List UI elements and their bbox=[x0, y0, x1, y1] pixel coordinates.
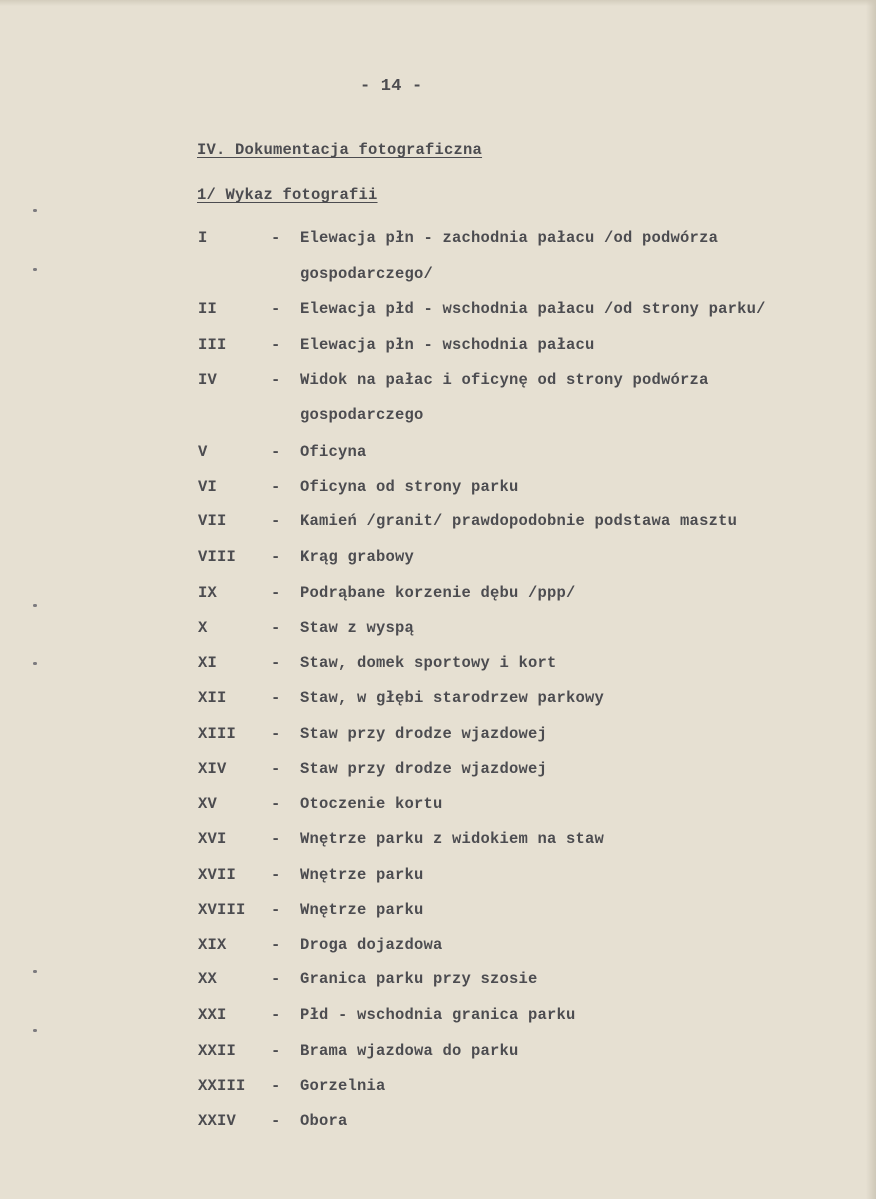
photo-description: Płd - wschodnia granica parku bbox=[300, 1006, 576, 1024]
photo-list-item bbox=[0, 443, 876, 467]
photo-list-item bbox=[0, 619, 876, 643]
photo-number: III bbox=[198, 336, 227, 354]
photo-number: XIV bbox=[198, 760, 227, 778]
entry-separator: - bbox=[271, 901, 281, 919]
photo-number: VII bbox=[198, 512, 227, 530]
photo-description: Wnętrze parku z widokiem na staw bbox=[300, 830, 605, 848]
photo-list-item bbox=[0, 478, 876, 502]
photo-list-item bbox=[0, 336, 876, 360]
entry-separator: - bbox=[271, 1077, 281, 1095]
photo-description: Krąg grabowy bbox=[300, 548, 415, 566]
photo-description: Elewacja płd - wschodnia pałacu /od strony parku/ bbox=[300, 300, 766, 318]
photo-description: Wnętrze parku bbox=[300, 901, 424, 919]
entry-separator: - bbox=[271, 229, 281, 247]
photo-list-item bbox=[0, 1077, 876, 1101]
photo-description-continuation: gospodarczego/ bbox=[300, 265, 434, 283]
entry-separator: - bbox=[271, 512, 281, 530]
subsection-title: 1/ Wykaz fotografii bbox=[197, 186, 378, 204]
photo-description: Elewacja płn - zachodnia pałacu /od podwórza bbox=[300, 229, 719, 247]
margin-punch-mark bbox=[33, 209, 37, 212]
photo-list-item bbox=[0, 512, 876, 536]
photo-number: XI bbox=[198, 654, 218, 672]
entry-separator: - bbox=[271, 1112, 281, 1130]
photo-number: XVII bbox=[198, 866, 237, 884]
photo-description: Staw przy drodze wjazdowej bbox=[300, 760, 548, 778]
photo-number: XXIII bbox=[198, 1077, 246, 1095]
photo-description-continuation: gospodarczego bbox=[300, 406, 424, 424]
entry-separator: - bbox=[271, 830, 281, 848]
photo-list-item bbox=[0, 229, 876, 283]
photo-description: Oficyna od strony parku bbox=[300, 478, 519, 496]
photo-number: X bbox=[198, 619, 208, 637]
photo-list-item bbox=[0, 830, 876, 854]
entry-separator: - bbox=[271, 478, 281, 496]
entry-separator: - bbox=[271, 1042, 281, 1060]
photo-list-item bbox=[0, 970, 876, 994]
photo-description: Kamień /granit/ prawdopodobnie podstawa masztu bbox=[300, 512, 738, 530]
photo-description: Gorzelnia bbox=[300, 1077, 386, 1095]
photo-list-item bbox=[0, 936, 876, 960]
entry-separator: - bbox=[271, 654, 281, 672]
section-title: IV. Dokumentacja fotograficzna bbox=[197, 141, 483, 159]
photo-number: IV bbox=[198, 371, 218, 389]
entry-separator: - bbox=[271, 619, 281, 637]
photo-list-item bbox=[0, 300, 876, 324]
entry-separator: - bbox=[271, 1006, 281, 1024]
entry-separator: - bbox=[271, 689, 281, 707]
photo-number: V bbox=[198, 443, 208, 461]
entry-separator: - bbox=[271, 443, 281, 461]
photo-number: IX bbox=[198, 584, 218, 602]
page-number: - 14 - bbox=[360, 77, 423, 96]
entry-separator: - bbox=[271, 300, 281, 318]
entry-separator: - bbox=[271, 548, 281, 566]
photo-description: Brama wjazdowa do parku bbox=[300, 1042, 519, 1060]
entry-separator: - bbox=[271, 725, 281, 743]
photo-number: VI bbox=[198, 478, 218, 496]
photo-description: Elewacja płn - wschodnia pałacu bbox=[300, 336, 595, 354]
photo-list-item bbox=[0, 901, 876, 925]
photo-number: II bbox=[198, 300, 218, 318]
photo-number: XX bbox=[198, 970, 218, 988]
entry-separator: - bbox=[271, 336, 281, 354]
entry-separator: - bbox=[271, 795, 281, 813]
margin-punch-mark bbox=[33, 268, 37, 271]
photo-list-item bbox=[0, 584, 876, 608]
photo-number: XVIII bbox=[198, 901, 246, 919]
photo-number: XXI bbox=[198, 1006, 227, 1024]
entry-separator: - bbox=[271, 760, 281, 778]
photo-description: Oficyna bbox=[300, 443, 367, 461]
photo-number: XXIV bbox=[198, 1112, 237, 1130]
photo-description: Staw z wyspą bbox=[300, 619, 415, 637]
photo-number: XV bbox=[198, 795, 218, 813]
photo-description: Wnętrze parku bbox=[300, 866, 424, 884]
photo-list-item bbox=[0, 689, 876, 713]
entry-separator: - bbox=[271, 936, 281, 954]
photo-description: Staw, w głębi starodrzew parkowy bbox=[300, 689, 605, 707]
photo-list-item bbox=[0, 1006, 876, 1030]
photo-list-item bbox=[0, 548, 876, 572]
photo-number: XXII bbox=[198, 1042, 237, 1060]
photo-number: XIX bbox=[198, 936, 227, 954]
photo-description: Widok na pałac i oficynę od strony podwórza bbox=[300, 371, 709, 389]
photo-number: XVI bbox=[198, 830, 227, 848]
photo-list-item bbox=[0, 795, 876, 819]
photo-description: Otoczenie kortu bbox=[300, 795, 443, 813]
photo-list-item bbox=[0, 866, 876, 890]
photo-description: Staw, domek sportowy i kort bbox=[300, 654, 557, 672]
photo-number: XIII bbox=[198, 725, 237, 743]
photo-number: XII bbox=[198, 689, 227, 707]
photo-list-item bbox=[0, 654, 876, 678]
entry-separator: - bbox=[271, 866, 281, 884]
photo-list-item bbox=[0, 1112, 876, 1136]
photo-list-item bbox=[0, 760, 876, 784]
photo-description: Staw przy drodze wjazdowej bbox=[300, 725, 548, 743]
photo-description: Granica parku przy szosie bbox=[300, 970, 538, 988]
photo-number: I bbox=[198, 229, 208, 247]
photo-number: VIII bbox=[198, 548, 237, 566]
entry-separator: - bbox=[271, 584, 281, 602]
photo-description: Podrąbane korzenie dębu /ppp/ bbox=[300, 584, 576, 602]
photo-list-item bbox=[0, 1042, 876, 1066]
page-top-shadow bbox=[0, 0, 876, 6]
photo-list-item bbox=[0, 371, 876, 424]
photo-description: Obora bbox=[300, 1112, 348, 1130]
photo-description: Droga dojazdowa bbox=[300, 936, 443, 954]
entry-separator: - bbox=[271, 970, 281, 988]
photo-list-item bbox=[0, 725, 876, 749]
entry-separator: - bbox=[271, 371, 281, 389]
